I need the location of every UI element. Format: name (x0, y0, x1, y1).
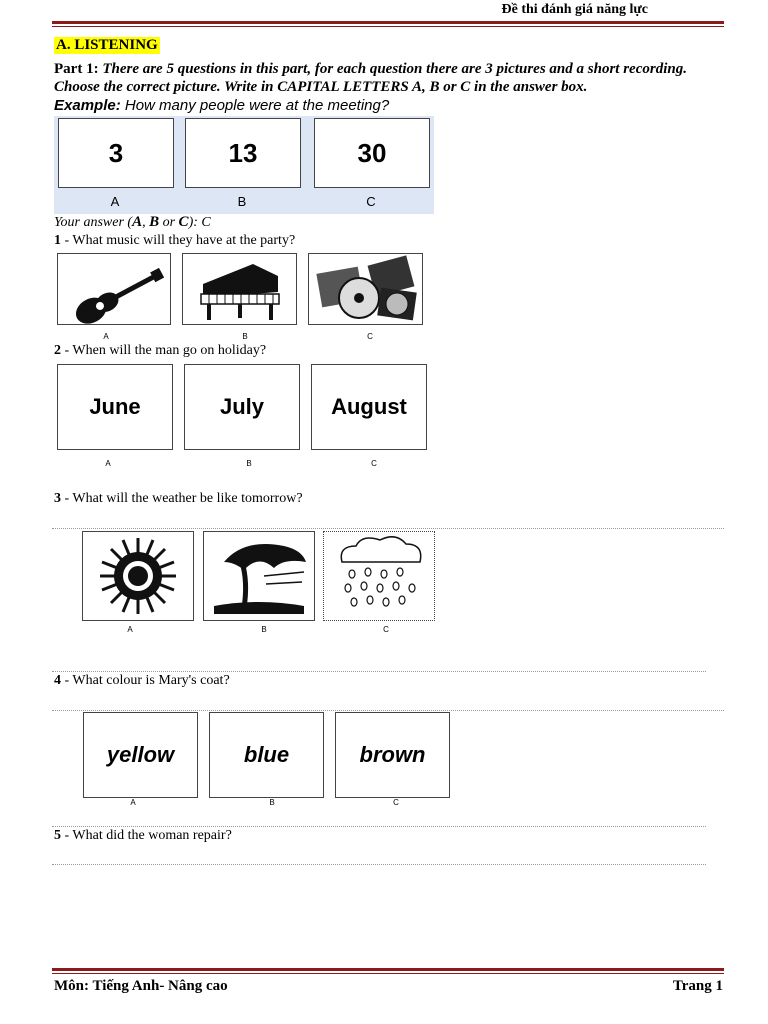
footer-rule-thin (52, 973, 724, 974)
example-letter-b: B (237, 194, 247, 209)
answer-or: or (159, 215, 179, 230)
example-options-panel (54, 116, 434, 214)
question-2-text: - When will the man go on holiday? (61, 343, 267, 358)
example-option-a-value: 3 (108, 137, 124, 168)
question-5 (54, 828, 232, 844)
answer-prefix: Your answer ( (54, 215, 133, 230)
q2-option-b-text: July (219, 394, 265, 419)
exam-header-title: Đề thi đánh giá năng lực (501, 2, 648, 17)
answer-letter-b: B (149, 214, 160, 230)
piano-picture (182, 253, 297, 325)
part1-instructions (54, 60, 724, 96)
cd-picture (308, 253, 423, 325)
q3-letter-b: B (261, 625, 267, 634)
answer-line (52, 671, 706, 672)
rain-icon (324, 532, 434, 620)
q4-option-b-text: blue (243, 742, 290, 767)
question-1 (54, 233, 295, 249)
q4-option-a-text: yellow (106, 742, 175, 767)
rain-picture (323, 531, 435, 621)
answer-line (52, 528, 724, 529)
question-2-number: 2 (54, 343, 61, 358)
question-4-text: - What colour is Mary's coat? (61, 673, 230, 688)
q2-option-a-text: June (89, 394, 141, 419)
answer-line (52, 826, 706, 827)
example-letter-c: C (366, 194, 376, 209)
footer-subject: Môn: Tiếng Anh- Nâng cao (54, 978, 228, 994)
section-title: A. LISTENING (56, 37, 158, 53)
piano-icon (183, 254, 296, 324)
answer-letter-c: C (178, 214, 189, 230)
wind-icon (204, 532, 314, 620)
q4-option-a (83, 712, 198, 798)
sun-picture (82, 531, 194, 621)
example-option-c (314, 118, 430, 188)
sun-icon (83, 532, 193, 620)
answer-letter-a: A (132, 214, 143, 230)
question-4 (54, 673, 230, 689)
answer-suffix: ): C (188, 215, 211, 230)
footer-rule (52, 968, 724, 971)
q4-option-b (209, 712, 324, 798)
question-3-number: 3 (54, 491, 61, 506)
q2-option-a (57, 364, 173, 450)
q3-letter-a: A (127, 625, 133, 634)
question-5-text: - What did the woman repair? (61, 828, 232, 843)
q4-letter-a: A (130, 798, 136, 807)
guitar-picture (57, 253, 171, 325)
example-question (54, 97, 389, 114)
q2-option-c (311, 364, 427, 450)
example-option-c-value: 30 (357, 137, 387, 168)
example-answer (54, 214, 211, 231)
q2-option-b (184, 364, 300, 450)
cd-icon (309, 254, 422, 324)
part1-instruction-text: There are 5 questions in this part, for each question there are 3 pictures and a short recording. Choose the correct picture. Write in CAPITAL LETTERS A, B or C in the answer box. (54, 61, 687, 95)
example-option-b-value: 13 (228, 137, 258, 168)
answer-sep: , (142, 215, 150, 230)
q1-letter-b: B (242, 332, 248, 341)
q2-letter-c: C (371, 459, 377, 468)
question-2 (54, 343, 266, 359)
guitar-icon (58, 254, 170, 324)
q1-letter-a: A (103, 332, 109, 341)
footer-page-number: Trang 1 (672, 978, 723, 994)
question-4-number: 4 (54, 673, 61, 688)
question-1-text: - What music will they have at the party? (61, 233, 296, 248)
question-3-text: - What will the weather be like tomorrow? (61, 491, 303, 506)
example-letter-a: A (110, 194, 120, 209)
wind-picture (203, 531, 315, 621)
example-option-b (185, 118, 301, 188)
example-text: How many people were at the meeting? (124, 97, 390, 114)
q2-letter-a: A (105, 459, 111, 468)
example-option-a (58, 118, 174, 188)
q4-option-c-text: brown (359, 742, 426, 767)
answer-line (52, 864, 706, 865)
q4-letter-c: C (393, 798, 399, 807)
q3-letter-c: C (383, 625, 389, 634)
answer-line (52, 710, 724, 711)
question-3 (54, 491, 303, 507)
question-5-number: 5 (54, 828, 61, 843)
header-rule (52, 21, 724, 24)
question-1-number: 1 (54, 233, 61, 248)
header-rule-thin (52, 26, 724, 27)
q4-option-c (335, 712, 450, 798)
q1-letter-c: C (367, 332, 373, 341)
part1-label: Part 1: (54, 61, 99, 77)
q2-option-c-text: August (331, 394, 407, 419)
q2-letter-b: B (246, 459, 252, 468)
q4-letter-b: B (269, 798, 275, 807)
example-label: Example: (54, 97, 121, 114)
